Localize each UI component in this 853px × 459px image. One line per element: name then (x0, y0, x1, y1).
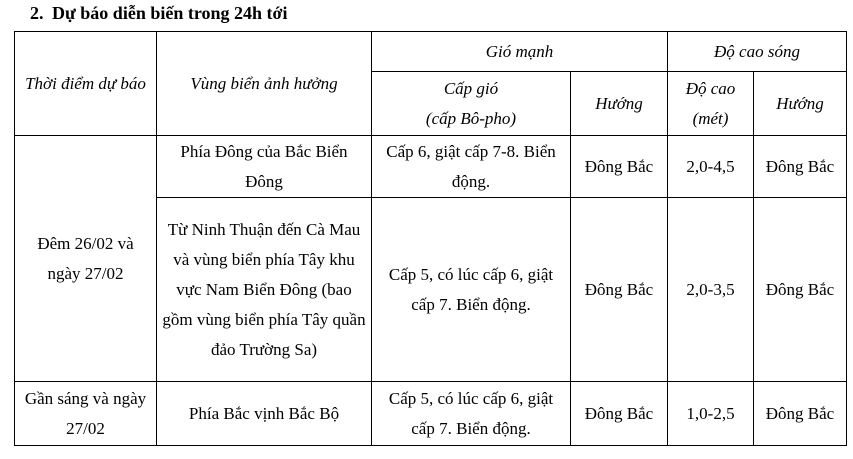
section-heading (30, 2, 287, 24)
header-time: Thời điểm dự báo (15, 32, 157, 136)
header-wind-direction: Hướng (571, 72, 668, 136)
cell-time: Đêm 26/02 và ngày 27/02 (15, 136, 157, 382)
cell-wave-height: 2,0-4,5 (668, 136, 754, 198)
cell-wave-height: 2,0-3,5 (668, 198, 754, 382)
cell-wave-direction: Đông Bắc (754, 382, 847, 446)
cell-wind-level: Cấp 5, có lúc cấp 6, giật cấp 7. Biển động. (372, 382, 571, 446)
cell-wave-direction: Đông Bắc (754, 198, 847, 382)
cell-wind-direction: Đông Bắc (571, 198, 668, 382)
cell-wind-level: Cấp 6, giật cấp 7-8. Biển động. (372, 136, 571, 198)
cell-wind-direction: Đông Bắc (571, 382, 668, 446)
forecast-table (14, 31, 847, 446)
header-wave-direction: Hướng (754, 72, 847, 136)
section-number: 2. (30, 3, 44, 23)
cell-wave-direction: Đông Bắc (754, 136, 847, 198)
header-wind-level: Cấp gió (cấp Bô-pho) (372, 72, 571, 136)
header-wind-group: Gió mạnh (372, 32, 668, 72)
cell-region: Phía Đông của Bắc Biển Đông (157, 136, 372, 198)
cell-wave-height: 1,0-2,5 (668, 382, 754, 446)
header-wave-height: Độ cao (mét) (668, 72, 754, 136)
table-row (15, 136, 847, 198)
cell-region: Phía Bắc vịnh Bắc Bộ (157, 382, 372, 446)
header-region: Vùng biển ảnh hưởng (157, 32, 372, 136)
cell-time: Gần sáng và ngày 27/02 (15, 382, 157, 446)
cell-wind-level: Cấp 5, có lúc cấp 6, giật cấp 7. Biển động. (372, 198, 571, 382)
table-row (15, 382, 847, 446)
header-row-top (15, 32, 847, 72)
section-title: Dự báo diễn biến trong 24h tới (52, 3, 288, 23)
cell-region: Từ Ninh Thuận đến Cà Mau và vùng biển phía Tây khu vực Nam Biển Đông (bao gồm vùng biển phía Tây quần đảo Trường Sa) (157, 198, 372, 382)
header-wave-group: Độ cao sóng (668, 32, 847, 72)
cell-wind-direction: Đông Bắc (571, 136, 668, 198)
